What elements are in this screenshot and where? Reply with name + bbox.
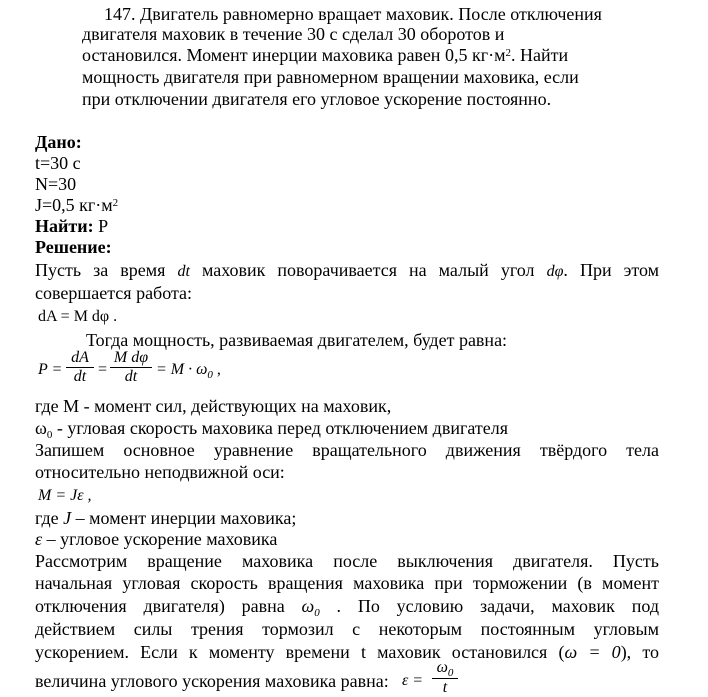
solution-paragraph-3-line-1: Запишем основное уравнение вращательного движения твёрдого тела (35, 440, 659, 460)
solution-paragraph-4-line-2: начальная угловая скорость вращения маховика при торможении (в момент (35, 573, 659, 593)
problem-line-1: 147. Двигатель равномерно вращает маховик. После отключения (104, 4, 602, 24)
equation-power-fraction-1: $\frac{dA}{dt}$ (66, 349, 94, 386)
equation-power-rhs: = $M \cdot \omega_0$ , (156, 361, 221, 381)
given-n: N=30 (35, 174, 77, 194)
equation-epsilon-fraction: $\frac{\omega_0}{t}$ (432, 659, 458, 697)
problem-line-4: мощность двигателя при равномерном вращении маховика, если (82, 67, 579, 87)
problem-line-3: остановился. Момент инерции маховика равен 0,5 $кг\cdot м^2$. Найти (82, 45, 569, 65)
given-heading: Дано: (35, 132, 82, 152)
find-line: Найти: Р (35, 216, 109, 236)
equation-epsilon-lhs: ε = (402, 672, 424, 689)
where-omega: $\omega_0$ - угловая скорость маховика перед отключением двигателя (35, 418, 508, 441)
where-epsilon: ε – угловое ускорение маховика (35, 529, 278, 549)
solution-paragraph-1-line-2: совершается работа: (35, 283, 193, 303)
where-moment: где М - момент сил, действующих на маховик, (35, 396, 392, 416)
equation-moment: M = Jε , (38, 487, 92, 504)
solution-paragraph-4-line-6: величина углового ускорения маховика равна: (35, 671, 389, 691)
solution-paragraph-4-line-5: ускорением. Если к моменту времени t маховик остановился (ω = 0), то (35, 642, 659, 662)
solution-paragraph-1-line-1: Пусть за время dt маховик поворачивается на малый угол dφ. При этом (35, 260, 660, 280)
where-inertia: где J – момент инерции маховика; (35, 508, 297, 528)
solution-paragraph-4-line-4: действием силы трения тормозил с некоторым постоянным угловым (35, 619, 659, 639)
equation-work: dA = M dφ . (38, 308, 118, 325)
solution-paragraph-2: Тогда мощность, развиваемая двигателем, будет равна: (86, 330, 508, 350)
given-t: t=30 с (35, 153, 81, 173)
problem-line-5: при отключении двигателя его угловое ускорение постоянно. (82, 89, 552, 109)
equation-power-equals: = (98, 361, 108, 378)
equation-power-lhs: P = (38, 361, 63, 378)
equation-power-fraction-2: $\frac{\text{M dφ}}{dt}$ (110, 349, 152, 386)
solution-paragraph-4-line-3: отключения двигателя) равна $\omega_0$ . По условию задачи, маховик под (35, 596, 659, 619)
solution-heading: Решение: (35, 237, 112, 257)
given-j: J=0,5 $кг\cdot м^2$ (35, 195, 119, 215)
solution-paragraph-4-line-1: Рассмотрим вращение маховика после выключения двигателя. Пусть (35, 551, 659, 571)
problem-line-2: двигателя маховик в течение 30 с сделал 30 оборотов и (82, 24, 505, 44)
solution-paragraph-3-line-2: относительно неподвижной оси: (35, 462, 285, 482)
